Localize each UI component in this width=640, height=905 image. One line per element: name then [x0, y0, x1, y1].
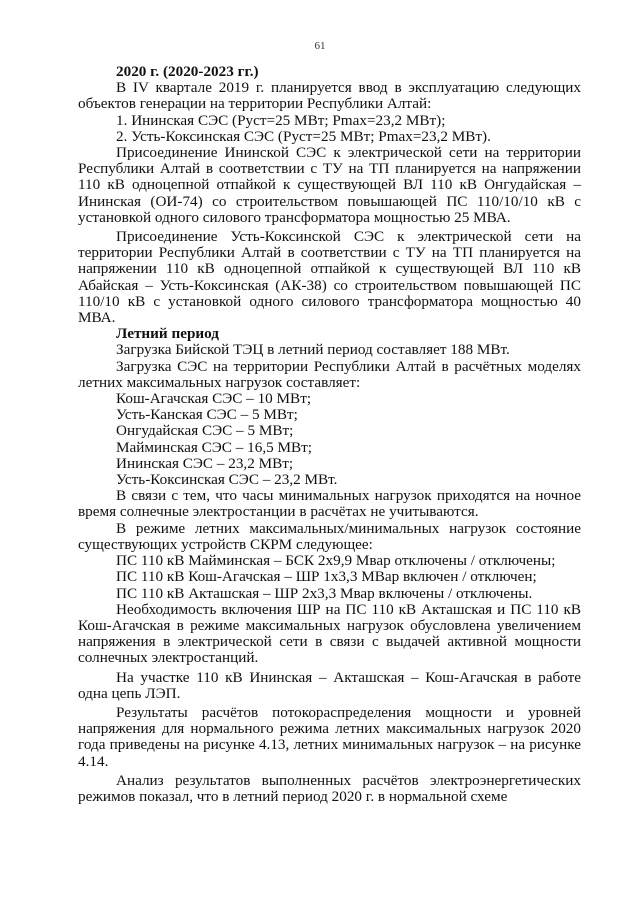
ses-load-item: Онгудайская СЭС – 5 МВт; — [116, 422, 294, 440]
ses-load-item: Кош-Агачская СЭС – 10 МВт; — [116, 390, 312, 408]
connection-paragraph: Присоединение Ининской СЭС к электрической сети на территории Республики Алтай в соответствии с ТУ на ТП планируется на напряжении 110 кВ одноцепной отпайкой к существующей ВЛ 110 кВ Онгудайская – Ининская (ОИ-74) со строительством повышающей ПС 110/10/10 кВ с установкой одного силового трансформатора мощностью 25 МВА. — [78, 144, 581, 226]
night-note-paragraph: В связи с тем, что часы минимальных нагрузок приходятся на ночное время солнечные электростанции в расчётах не учитываются. — [78, 487, 581, 521]
body-paragraph: Анализ результатов выполненных расчётов электроэнергетических режимов показал, что в летний период 2020 г. в нормальной схеме — [78, 771, 581, 805]
generation-item: 1. Ининская СЭС (Руст=25 МВт; Pmax=23,2 МВт); — [116, 111, 446, 129]
skrm-item: ПС 110 кВ Майминская – БСК 2х9,9 Мвар отключены / отключены; — [116, 552, 556, 570]
ses-load-item: Усть-Коксинская СЭС – 23,2 МВт. — [116, 471, 338, 489]
skrm-intro-paragraph: В режиме летних максимальных/минимальных нагрузок состояние существующих устройств СКРМ следующее: — [78, 519, 581, 553]
ses-load-intro: Загрузка СЭС на территории Республики Алтай в расчётных моделях летних максимальных нагрузок составляет: — [78, 357, 581, 391]
connection-paragraph: Присоединение Усть-Коксинской СЭС к электрической сети на территории Республики Алтай в соответствии с ТУ на ТП планируется на напряжении 110 кВ одноцепной отпайкой к существующей ВЛ 110 кВ Абайская – Усть-Коксинская (АК-38) со строительством повышающей ПС 110/10 кВ с установкой одного силового трансформатора мощностью 40 МВА. — [78, 228, 581, 327]
section-title: 2020 г. (2020-2023 гг.) — [116, 63, 259, 80]
body-paragraph: Необходимость включения ШР на ПС 110 кВ Акташская и ПС 110 кВ Кош-Агачская в режиме максимальных нагрузок обусловлена увеличением напряжения в электрической сети в связи с выдачей активной мощности солнечных электростанций. — [78, 600, 581, 667]
body-paragraph: Результаты расчётов потокораспределения мощности и уровней напряжения для нормального режима летних максимальных нагрузок 2020 года приведены на рисунке 4.13, летних минимальных нагрузок – на рисунке 4.14. — [78, 703, 581, 770]
skrm-item: ПС 110 кВ Акташская – ШР 2х3,3 Мвар включены / отключены. — [116, 584, 533, 602]
page-number: 61 — [314, 40, 326, 52]
ses-load-item: Ининская СЭС – 23,2 МВт; — [116, 454, 294, 472]
generation-item: 2. Усть-Коксинская СЭС (Руст=25 МВт; Pmax=23,2 МВт). — [116, 127, 491, 145]
ses-load-item: Усть-Канская СЭС – 5 МВт; — [116, 406, 298, 424]
tec-load-paragraph: Загрузка Бийской ТЭЦ в летний период составляет 188 МВт. — [116, 341, 510, 359]
skrm-item: ПС 110 кВ Кош-Агачская – ШР 1х3,3 МВар включен / отключен; — [116, 568, 537, 586]
summer-heading: Летний период — [116, 325, 219, 343]
intro-paragraph: В IV квартале 2019 г. планируется ввод в эксплуатацию следующих объектов генерации на территории Республики Алтай: — [78, 79, 581, 113]
body-paragraph: На участке 110 кВ Ининская – Акташская – Кош-Агачская в работе одна цепь ЛЭП. — [78, 668, 581, 702]
ses-load-item: Майминская СЭС – 16,5 МВт; — [116, 438, 312, 456]
page-content — [78, 64, 581, 805]
